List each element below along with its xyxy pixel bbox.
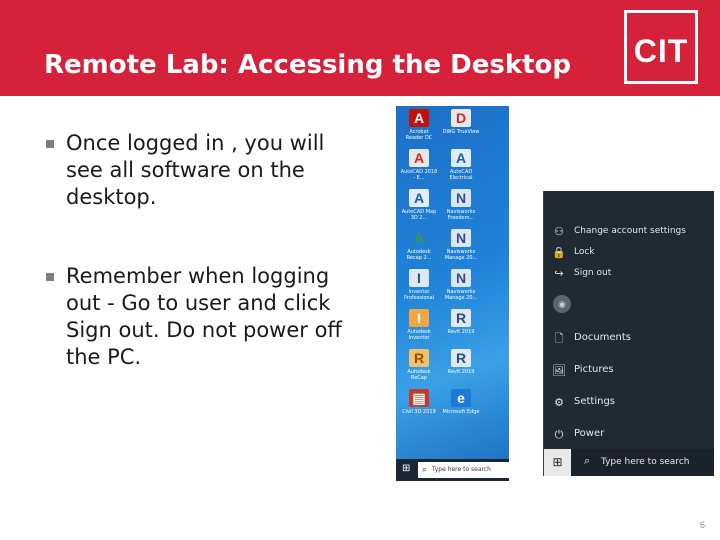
- edge-icon: e: [451, 389, 471, 407]
- bullet-list: [44, 130, 344, 371]
- user-avatar-icon[interactable]: ◉: [553, 295, 571, 313]
- pictures-icon: 🖼: [552, 365, 566, 377]
- desktop-icon-label: Civil 3D 2019: [402, 409, 436, 415]
- start-menu-screenshot: [543, 191, 714, 476]
- menu-item-label: Power: [574, 428, 605, 439]
- account-settings-icon: ⚇: [554, 226, 564, 238]
- desktop-icon-label: AutoCAD Map 3D 2...: [401, 209, 437, 221]
- desktop-icon-label: Navisworks Manage 20...: [444, 249, 478, 261]
- lock-icon: 🔒: [552, 247, 566, 259]
- adobe-acrobat-icon: A: [409, 109, 429, 127]
- settings-icon: ⚙: [554, 397, 564, 409]
- navisworks2-icon: N: [451, 229, 471, 247]
- desktop-icon-label: Revit 2019: [447, 369, 475, 375]
- menu-item-label: Lock: [574, 247, 595, 257]
- desktop-icon-label: Autodesk ReCap: [407, 369, 431, 381]
- bullet-text: Once logged in , you will see all software on the desktop.: [66, 131, 325, 209]
- desktop-icon-label: Navisworks Manage 20...: [444, 289, 478, 301]
- revit-icon: R: [451, 309, 471, 327]
- desktop-icon[interactable]: [442, 348, 482, 386]
- documents-icon: 🗋: [554, 333, 564, 345]
- menu-item-lock[interactable]: [544, 243, 714, 265]
- desktop-icon-label: DWG TrueView: [442, 129, 480, 135]
- menu-item-label: Settings: [574, 396, 616, 407]
- desktop-icon[interactable]: [442, 268, 482, 306]
- search-icon: ⌕: [584, 455, 591, 467]
- navisworks-icon: N: [451, 189, 471, 207]
- menu-item-documents[interactable]: [544, 329, 714, 351]
- desktop-icon[interactable]: [400, 308, 440, 346]
- menu-item-pictures[interactable]: [544, 361, 714, 383]
- menu-item-label: Change account settings: [574, 226, 686, 236]
- desktop-icon[interactable]: [400, 188, 440, 226]
- desktop-icon-label: Revit 2019: [447, 329, 475, 335]
- header-band: [0, 0, 720, 96]
- menu-item-change-account-settings[interactable]: [544, 222, 714, 244]
- autodesk-green-icon: A: [413, 230, 425, 246]
- logo-text: CIT: [633, 33, 689, 69]
- windows-start-icon[interactable]: ⊞: [544, 449, 571, 476]
- taskbar-search-text[interactable]: Type here to search: [601, 457, 690, 467]
- desktop-icon[interactable]: [442, 308, 482, 346]
- cit-logo: [624, 10, 698, 84]
- windows-start-icon[interactable]: ⊞: [402, 463, 411, 474]
- desktop-icon[interactable]: [400, 228, 440, 266]
- start-menu-taskbar: [544, 449, 714, 476]
- desktop-icon[interactable]: [400, 148, 440, 186]
- revit2-icon: R: [451, 349, 471, 367]
- desktop-icon[interactable]: [400, 268, 440, 306]
- menu-item-label: Pictures: [574, 364, 614, 375]
- power-icon: ⏻: [554, 429, 564, 441]
- desktop-icon[interactable]: [442, 108, 482, 146]
- autodesk-a-icon: A: [409, 149, 429, 167]
- desktop-icon-label: AutoCAD 2018 - E...: [400, 169, 438, 181]
- desktop-icon[interactable]: [442, 388, 482, 426]
- inventor-orange-icon: I: [409, 309, 429, 327]
- bullet-square-icon: [46, 273, 54, 281]
- menu-item-sign-out[interactable]: [544, 264, 714, 286]
- autodesk-a3-icon: A: [409, 189, 429, 207]
- desktop-icon-label: AutoCAD Electrical: [449, 169, 473, 181]
- bullet-square-icon: [46, 140, 54, 148]
- desktop-icon[interactable]: [442, 188, 482, 226]
- desktop-icon-label: Acrobat Reader DC: [405, 129, 433, 141]
- desktop-icon-label: Microsoft Edge: [442, 409, 480, 415]
- desktop-icon[interactable]: [400, 388, 440, 426]
- desktop-icon-label: Inventor Professional: [403, 289, 435, 301]
- menu-item-label: Documents: [574, 332, 632, 343]
- desktop-icon-label: Autodesk Inventor: [407, 329, 431, 341]
- desktop-screenshot: [396, 106, 509, 481]
- desktop-icon-label: Autodesk Recap 2...: [406, 249, 432, 261]
- desktop-icon-grid: [396, 108, 509, 426]
- menu-item-label: Sign out: [574, 268, 612, 278]
- desktop-icon[interactable]: [400, 108, 440, 146]
- page-number: 6: [700, 520, 706, 530]
- menu-item-power[interactable]: [544, 425, 714, 447]
- desktop-icon[interactable]: [442, 228, 482, 266]
- menu-item-settings[interactable]: [544, 393, 714, 415]
- sign-out-icon: ↪: [554, 268, 564, 280]
- autodesk-a2-icon: A: [451, 149, 471, 167]
- bullet-item: [44, 130, 344, 211]
- desktop-icon-label: Navisworks Freedom...: [446, 209, 476, 221]
- taskbar: [396, 459, 509, 481]
- app-d-icon: D: [451, 109, 471, 127]
- bullet-item: [44, 263, 344, 371]
- desktop-icon[interactable]: [442, 148, 482, 186]
- bullet-text: Remember when logging out - Go to user and click Sign out. Do not power off the PC.: [66, 264, 342, 369]
- inventor-icon: I: [409, 269, 429, 287]
- desktop-icon[interactable]: [400, 348, 440, 386]
- revit-orange-icon: R: [409, 349, 429, 367]
- books-icon: ▤: [409, 389, 429, 407]
- navisworks3-icon: N: [451, 269, 471, 287]
- taskbar-search-box[interactable]: [418, 462, 509, 478]
- taskbar-search-text: Type here to search: [432, 466, 491, 473]
- search-icon: ⌕: [422, 464, 428, 474]
- slide-title: Remote Lab: Accessing the Desktop: [44, 50, 572, 80]
